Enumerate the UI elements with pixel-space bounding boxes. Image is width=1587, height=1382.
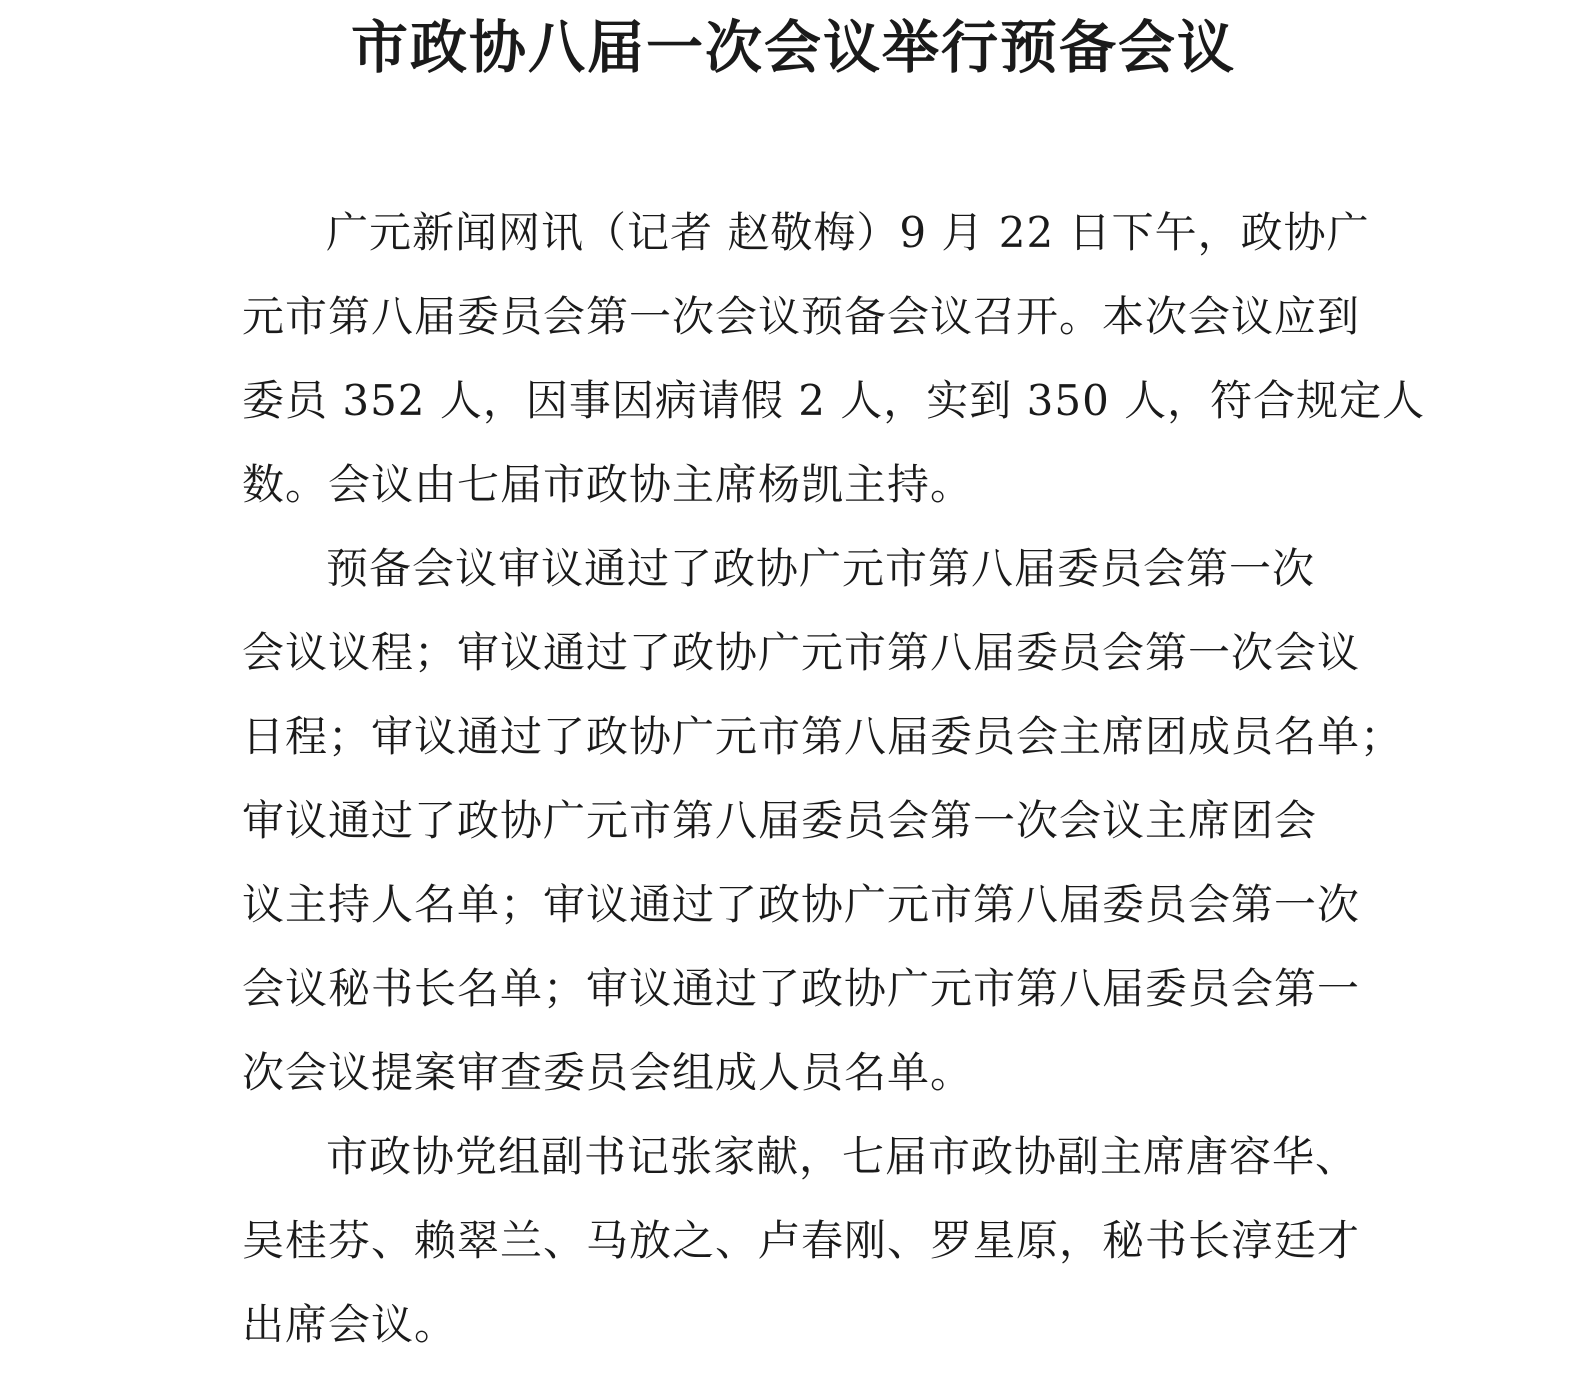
- paragraph-2: [242, 527, 1404, 1115]
- paragraph-line: 吴桂芬、赖翠兰、马放之、卢春刚、罗星原，秘书长淳廷才: [242, 1216, 1361, 1265]
- paragraph-line: 出席会议。: [242, 1300, 458, 1349]
- paragraph-line: 市政协党组副书记张家献，七届市政协副主席唐容华、: [326, 1132, 1359, 1181]
- paragraph-line: 数。会议由七届市政协主席杨凯主持。: [242, 460, 974, 509]
- paragraph-line: 日程；审议通过了政协广元市第八届委员会主席团成员名单；: [242, 712, 1404, 761]
- paragraph-line: 议主持人名单；审议通过了政协广元市第八届委员会第一次: [242, 880, 1361, 929]
- paragraph-3: [242, 1115, 1361, 1367]
- paragraph-line: 元市第八届委员会第一次会议预备会议召开。本次会议应到: [242, 292, 1361, 341]
- paragraph-line: 审议通过了政协广元市第八届委员会第一次会议主席团会: [242, 796, 1318, 845]
- document-body: [242, 191, 1426, 1367]
- paragraph-1: [242, 191, 1426, 527]
- paragraph-line: 委员 352 人，因事因病请假 2 人，实到 350 人，符合规定人: [242, 376, 1426, 425]
- paragraph-line: 会议秘书长名单；审议通过了政协广元市第八届委员会第一: [242, 964, 1361, 1013]
- document-title: 市政协八届一次会议举行预备会议: [351, 14, 1236, 81]
- paragraph-line: 会议议程；审议通过了政协广元市第八届委员会第一次会议: [242, 628, 1361, 677]
- paragraph-line: 预备会议审议通过了政协广元市第八届委员会第一次: [326, 544, 1316, 593]
- paragraph-line: 次会议提案审查委员会组成人员名单。: [242, 1048, 974, 1097]
- paragraph-line: 广元新闻网讯（记者 赵敬梅）9 月 22 日下午，政协广: [326, 208, 1370, 257]
